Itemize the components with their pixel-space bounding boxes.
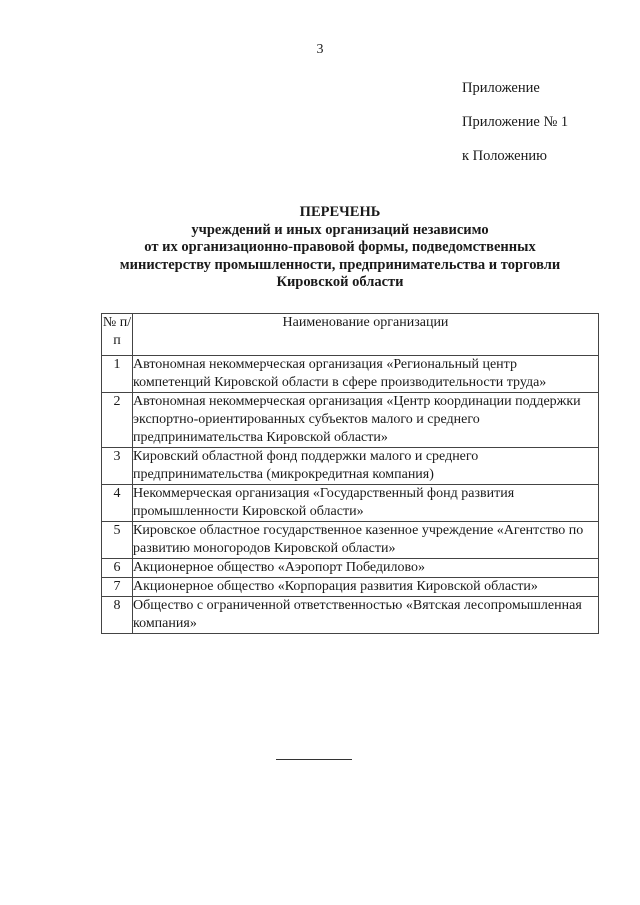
organization-name: Общество с ограниченной ответственностью «Вятская лесопромышленная компания» [133,597,599,634]
appendix-block [462,78,568,180]
table-row [102,448,599,485]
column-header-number: № п/п [102,314,133,356]
table-row [102,559,599,578]
document-title [60,204,620,292]
organization-name: Акционерное общество «Аэропорт Победилово» [133,559,599,578]
title-line: учреждений и иных организаций независимо [191,221,489,238]
organization-name: Некоммерческая организация «Государственный фонд развития промышленности Кировской области» [133,485,599,522]
row-number: 7 [102,578,133,597]
row-number: 6 [102,559,133,578]
row-number: 1 [102,356,133,393]
table-row [102,522,599,559]
table-row [102,597,599,634]
page-number: 3 [316,42,324,57]
closing-divider [276,759,352,760]
row-number: 2 [102,393,133,448]
table-row [102,356,599,393]
organization-name: Автономная некоммерческая организация «Региональный центр компетенций Кировской области в сфере производительности труда» [133,356,599,393]
table-row [102,393,599,448]
organization-name: Акционерное общество «Корпорация развития Кировской области» [133,578,599,597]
appendix-label: Приложение [462,80,540,96]
appendix-number: Приложение № 1 [462,114,569,130]
table-row [102,578,599,597]
table-header-row [102,314,599,356]
row-number: 8 [102,597,133,634]
column-header-name: Наименование организации [133,314,599,356]
row-number: 5 [102,522,133,559]
organization-name: Автономная некоммерческая организация «Центр координации поддержки экспортно-ориентированных субъектов малого и среднего предпринимательства Кировской области» [133,393,599,448]
title-heading: ПЕРЕЧЕНЬ [299,204,381,220]
organizations-table [101,313,599,634]
organization-name: Кировский областной фонд поддержки малого и среднего предпринимательства (микрокредитная компания) [133,448,599,485]
title-line: Кировской области [276,274,404,290]
row-number: 3 [102,448,133,485]
title-line: министерству промышленности, предпринимательства и торговли [119,256,561,273]
title-line: от их организационно-правовой формы, подведомственных [144,239,536,255]
appendix-reference: к Положению [462,148,547,164]
organization-name: Кировское областное государственное казенное учреждение «Агентство по развитию моногородов Кировской области» [133,522,599,559]
row-number: 4 [102,485,133,522]
table-row [102,485,599,522]
